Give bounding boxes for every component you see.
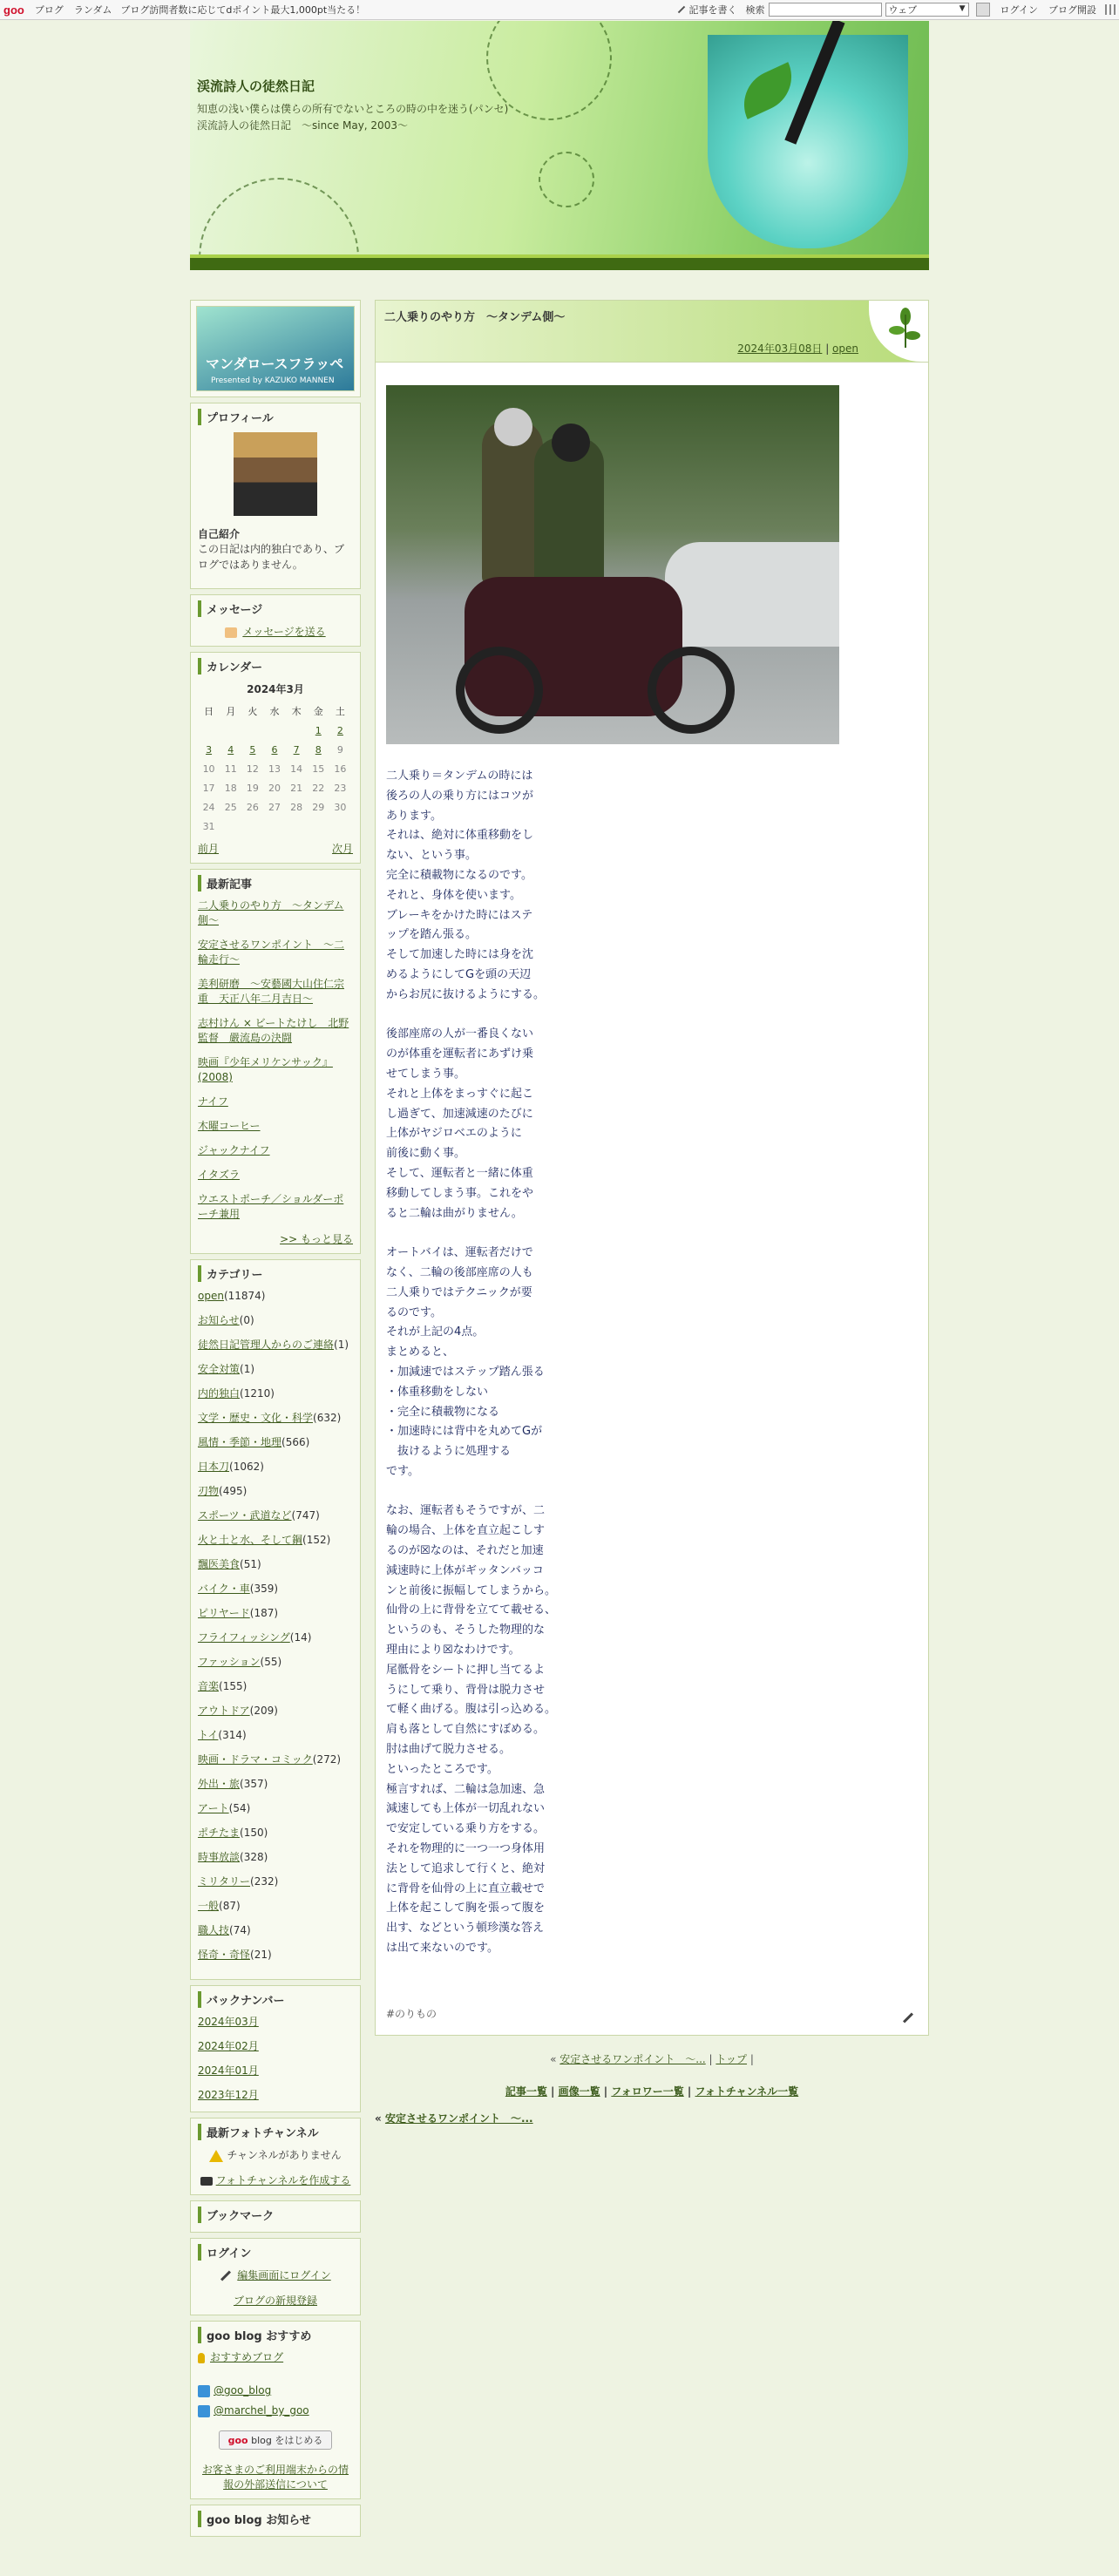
calendar-day: 17	[202, 782, 215, 794]
top-bar	[0, 0, 1119, 20]
category-count: (209)	[249, 1705, 278, 1717]
warning-icon	[209, 2150, 223, 2162]
category-count: (14)	[289, 1631, 312, 1644]
category-list	[198, 1289, 353, 1963]
recent-post-link[interactable]: ジャックナイフ	[198, 1144, 270, 1156]
topbar-promo-link[interactable]: ブログ訪問者数に応じてdポイント最大1,000pt当たる！	[120, 4, 366, 16]
backnumber-heading: バックナンバー	[198, 1991, 353, 2008]
category-item	[198, 1606, 353, 1621]
intro-text: この日記は内的独白であり、ブログではありません。	[198, 543, 345, 571]
category-item	[198, 1484, 353, 1499]
calendar-day: 22	[312, 782, 325, 794]
calendar-day: 15	[312, 763, 325, 775]
blog-post	[375, 300, 929, 2036]
login-box	[190, 2238, 361, 2315]
calendar-day: 29	[312, 801, 325, 813]
new-blog-link[interactable]: ブログの新規登録	[233, 2295, 317, 2307]
category-item	[198, 1508, 353, 1523]
category-link[interactable]: 飄医美食	[198, 1558, 241, 1570]
calendar-month: 2024年3月	[247, 683, 304, 695]
calendar-day: 19	[246, 782, 259, 794]
header-bottom-bar	[190, 258, 929, 270]
calendar-day: 13	[268, 763, 281, 775]
post-body	[376, 363, 928, 2035]
category-count: (55)	[260, 1656, 282, 1668]
pen-icon	[220, 2270, 231, 2281]
wheel-shape	[648, 647, 735, 734]
category-link[interactable]: ミリタリー	[198, 1875, 251, 1888]
category-count: (1210)	[240, 1387, 275, 1400]
bulb-icon	[198, 2353, 205, 2363]
weekday-label: 木	[291, 706, 302, 717]
category-count: (632)	[313, 1412, 342, 1424]
banner-box	[190, 300, 361, 397]
category-link[interactable]: ピリヤード	[198, 1607, 250, 1619]
car-shape	[665, 542, 839, 647]
post-text: 二人乗り＝タンデムの時には 後ろの人の乗り方にはコツが あります。 それは、絶対に体重移動をし ない、という事。 完全に積載物になるのです。 それと、身体を使います。 ブレーキをかけた時にはステ ップを踏ん張る。 そして加速した時には身を沈 めるようにしてGを頭の天辺 からお尻に抜けるようにする。 後部座席の人が一番良くない のが体重を運転者にあずけ乗 せてしまう事。 それと上体をまっすぐに起こ し過ぎて、加速減速のたびに 上体がヤジロベエのように 前後に動く事。 そして、運転者と一緒に体重 移動してしまう事。これをや ると二輪は曲がりません。 オートバイは、運転者だけで なく、二輪の後部座席の人も 二人乗りではテクニックが要 るのです。 それが上記の4点。 まとめると、 ・加減速ではステップ踏ん張る ・体重移動をしない ・完全に積載物になる ・加速時には背中を丸めてGが 抜けるように処理する です。 なお、運転者もそうですが、二 輪の場合、上体を直立起こしす るのが☒なのは、それだと加速 減速時に上体がギッタンバッコ ンと前後に振幅してしまうから。 仙骨の上に背骨を立てて載せる、 というのも、そうした物理的な 理由により☒なわけです。 尾骶骨をシートに押し当てるよ うにして乗り、背骨は脱力させ て軽く曲げる。腹は引っ込める。 肩も落として自然にすぼめる。 肘は曲げて脱力させる。 といったところです。 極言すれば、二輪は急加速、急 減速しても上体が一切乱れない で安定している乗り方をする。 それを物理的に一つ一つ身体用 法として追求して行くと、絶対 に背骨を仙骨の上に直立載せで 上体を起こして胸を張って腹を 出す、などという頓珍漢な答え は出て来ないのです。	[386, 769, 557, 1956]
calendar-day: 12	[246, 763, 259, 775]
post-meta: 2024年03月08日 | open	[737, 342, 858, 355]
search-scope-select[interactable]	[885, 3, 969, 17]
category-count: (11874)	[223, 1290, 266, 1302]
category-link[interactable]: 安全対策	[198, 1363, 241, 1375]
category-count: (272)	[312, 1753, 342, 1766]
category-item	[198, 1435, 353, 1450]
category-count: (152)	[302, 1534, 331, 1546]
topbar-random-link[interactable]: ランダム	[73, 4, 112, 16]
recent-post-link[interactable]: ウエストポーチ／ショルダーポーチ兼用	[198, 1193, 344, 1220]
categories-box	[190, 1259, 361, 1980]
twitter-marchel-link[interactable]: @marchel_by_goo	[214, 2404, 309, 2417]
image-list-link[interactable]: 画像一覧	[558, 2085, 600, 2098]
avatar	[234, 432, 317, 516]
calendar-day: 30	[334, 801, 347, 813]
category-item	[198, 1874, 353, 1889]
create-photo-channel-link[interactable]: フォトチャンネルを作成する	[215, 2174, 351, 2186]
top-link[interactable]: トップ	[715, 2052, 748, 2065]
prev-post-link[interactable]: 安定させるワンポイント ～...	[560, 2052, 706, 2065]
recent-post-link[interactable]: 安定させるワンポイント ～二輪走行～	[198, 939, 345, 966]
category-item	[198, 1728, 353, 1743]
category-link[interactable]: 怪奇・奇怪	[198, 1949, 251, 1961]
category-count: (74)	[229, 1924, 251, 1936]
category-link[interactable]: 日本刀	[198, 1461, 230, 1473]
sidebar	[190, 300, 361, 2542]
category-item	[198, 1850, 353, 1865]
calendar-day: 26	[246, 801, 259, 813]
post-nav: « 安定させるワンポイント ～... | トップ |	[550, 2052, 754, 2065]
archive-month-link[interactable]: 2024年03月	[198, 2016, 259, 2028]
calendar-day: 16	[334, 763, 347, 775]
category-count: (87)	[219, 1900, 241, 1912]
category-link[interactable]: 内的独白	[198, 1387, 241, 1400]
category-count: (357)	[240, 1778, 268, 1790]
calendar-day: 31	[202, 820, 215, 832]
category-link[interactable]: 職人技	[198, 1924, 230, 1936]
category-link[interactable]: トイ	[198, 1729, 219, 1741]
categories-heading: カテゴリー	[198, 1265, 353, 1282]
search-input[interactable]	[769, 3, 882, 17]
calendar-day-link[interactable]: 8	[315, 743, 322, 756]
category-item	[198, 1801, 353, 1816]
hashtag-link[interactable]: #のりもの	[386, 2007, 437, 2020]
category-link[interactable]: ファッション	[198, 1656, 261, 1668]
category-item	[198, 1948, 353, 1963]
category-count: (747)	[291, 1509, 320, 1522]
archive-month-link[interactable]: 2024年01月	[198, 2064, 259, 2077]
backnumber-box	[190, 1985, 361, 2112]
weekday-label: 日	[204, 706, 214, 717]
category-count: (155)	[219, 1680, 248, 1692]
calendar-table	[198, 702, 351, 836]
category-item	[198, 1923, 353, 1938]
category-link[interactable]: スポーツ・武道など	[198, 1509, 292, 1522]
calendar-day-link[interactable]: 4	[227, 743, 234, 756]
recent-post-link[interactable]: 木曜コーヒー	[198, 1120, 261, 1132]
calendar-day	[241, 740, 263, 759]
search-label: 検索	[745, 4, 765, 16]
category-count: (232)	[250, 1875, 279, 1888]
intro-label: 自己紹介	[198, 528, 241, 540]
category-item	[198, 1557, 353, 1572]
calendar-day	[220, 817, 241, 836]
profile-box	[190, 403, 361, 589]
post-category-link[interactable]: open	[832, 342, 858, 355]
post-date-link[interactable]: 2024年03月08日	[737, 342, 823, 355]
banner-title: マンダロースフラッペ	[206, 356, 344, 372]
category-item	[198, 1826, 353, 1840]
message-heading: メッセージ	[198, 600, 353, 617]
category-item	[198, 1386, 353, 1401]
calendar-box	[190, 652, 361, 864]
weekday-label: 土	[335, 706, 345, 717]
calendar-day	[286, 721, 308, 740]
category-item	[198, 1899, 353, 1914]
grid-menu-icon[interactable]	[1105, 4, 1116, 15]
calendar-day	[329, 721, 351, 740]
category-link[interactable]: フライフィッシング	[198, 1631, 290, 1644]
bookmark-box	[190, 2200, 361, 2233]
calendar-day: 25	[224, 801, 237, 813]
category-item	[198, 1630, 353, 1645]
category-link[interactable]: お知らせ	[198, 1314, 240, 1326]
calendar-day: 9	[336, 743, 343, 756]
category-link[interactable]: アート	[198, 1802, 229, 1814]
helmet-shape	[552, 424, 590, 462]
calendar-day: 28	[290, 801, 303, 813]
category-link[interactable]: 風情・季節・地理	[198, 1436, 282, 1448]
topbar-right	[677, 0, 1116, 19]
weekday-label: 月	[226, 706, 236, 717]
tandem-motorcycle-photo[interactable]	[386, 385, 839, 744]
category-item	[198, 1704, 353, 1718]
write-post-link[interactable]: 記事を書く	[688, 4, 737, 16]
calendar-day: 27	[268, 801, 281, 813]
calendar-day-link[interactable]: 1	[315, 724, 322, 736]
archive-month-link[interactable]: 2024年02月	[198, 2040, 259, 2052]
calendar-days	[198, 721, 351, 836]
calendar-day-link[interactable]: 6	[271, 743, 278, 756]
category-count: (359)	[249, 1583, 279, 1595]
news-heading: goo blog お知らせ	[198, 2511, 353, 2527]
chevron-down-icon: ▼	[959, 4, 966, 13]
prev-month-link[interactable]: 前月	[198, 843, 220, 855]
category-count: (1)	[334, 1339, 349, 1351]
calendar-heading: カレンダー	[198, 658, 353, 675]
category-item	[198, 1460, 353, 1474]
topbar-blog-link[interactable]: ブログ	[34, 4, 64, 16]
category-link[interactable]: 徒然日記管理人からのご連絡	[198, 1339, 335, 1351]
blog-start-link[interactable]: ブログ開設	[1048, 4, 1096, 16]
twitter-goo-blog-link[interactable]: @goo_blog	[214, 2384, 272, 2396]
category-count: (1062)	[229, 1461, 264, 1473]
login-link[interactable]: ログイン	[1000, 4, 1038, 16]
calendar-day	[263, 817, 285, 836]
calendar-day	[263, 721, 285, 740]
next-month-link[interactable]: 次月	[331, 843, 353, 855]
category-item	[198, 1289, 353, 1304]
list-nav: 記事一覧 | 画像一覧 | フォロワー一覧 | フォトチャンネル一覧	[505, 2085, 799, 2098]
goo-logo[interactable]: goo	[3, 3, 24, 17]
wheel-shape	[456, 647, 543, 734]
blog-description: 知恵の浅い僕らは僕らの所有でないところの時の中を迷う(パンセ) 渓流詩人の徒然日記 ～since May, 2003～	[197, 103, 519, 132]
recent-post-link[interactable]: イタズラ	[198, 1169, 241, 1181]
calendar-day: 18	[224, 782, 237, 794]
category-link[interactable]: アウトドア	[198, 1705, 250, 1717]
weekday-label: 火	[248, 706, 258, 717]
login-heading: ログイン	[198, 2244, 353, 2261]
recent-post-link[interactable]: 美利研磨 ～安藝國大山住仁宗重 天正八年二月吉日～	[198, 978, 345, 1005]
search-scope-value: ウェブ	[888, 4, 918, 16]
post-list-link[interactable]: 記事一覧	[505, 2085, 547, 2098]
recent-post-link[interactable]: ナイフ	[198, 1095, 228, 1108]
recent-post-link[interactable]: 二人乗りのやり方 ～タンデム側～	[198, 899, 344, 926]
category-link[interactable]: 文学・歴史・文化・科学	[198, 1412, 314, 1424]
category-link[interactable]: 音楽	[198, 1680, 220, 1692]
calendar-day	[198, 740, 220, 759]
category-item	[198, 1338, 353, 1352]
category-item	[198, 1411, 353, 1426]
photo-channel-list-link[interactable]: フォトチャンネル一覧	[695, 2085, 799, 2098]
category-count: (51)	[240, 1558, 261, 1570]
category-link[interactable]: 一般	[198, 1900, 220, 1912]
calendar-day-link[interactable]: 3	[206, 743, 213, 756]
recent-posts-box	[190, 869, 361, 1254]
category-count: (150)	[240, 1827, 268, 1839]
bookmark-heading: ブックマーク	[198, 2207, 353, 2223]
category-item	[198, 1679, 353, 1694]
start-blog-button-label: blog をはじめる	[251, 2435, 323, 2446]
category-count: (328)	[240, 1851, 268, 1863]
category-link[interactable]: open	[198, 1290, 224, 1302]
category-item	[198, 1313, 353, 1328]
more-posts-link[interactable]: >> もっと見る	[280, 1233, 353, 1245]
send-message-link[interactable]: メッセージを送る	[242, 626, 326, 638]
calendar-day: 24	[202, 801, 215, 813]
category-item	[198, 1362, 353, 1377]
category-link[interactable]: 外出・旅	[198, 1778, 241, 1790]
edit-login-link[interactable]: 編集画面にログイン	[237, 2269, 331, 2281]
calendar-day: 21	[290, 782, 303, 794]
category-item	[198, 1533, 353, 1548]
leaf-ornament-icon	[888, 306, 923, 349]
category-count: (1)	[240, 1363, 255, 1375]
message-box	[190, 594, 361, 647]
recent-post-link[interactable]: 志村けん × ビートたけし 北野監督 嚴流島の決闘	[198, 1017, 349, 1044]
category-link[interactable]: ポチたま	[198, 1827, 241, 1839]
twitter-icon	[198, 2405, 210, 2417]
prev-post-link-bottom[interactable]: 安定させるワンポイント ～...	[384, 2112, 533, 2125]
recent-post-link[interactable]: 映画『少年メリケンサック』(2008)	[198, 1056, 333, 1083]
blog-header	[190, 21, 929, 270]
category-item	[198, 1777, 353, 1792]
calendar-day: 23	[334, 782, 347, 794]
no-channel-text: チャンネルがありません	[227, 2149, 342, 2161]
category-count: (21)	[250, 1949, 272, 1961]
category-count: (566)	[281, 1436, 310, 1448]
weekday-label: 金	[313, 706, 323, 717]
category-link[interactable]: 火と土と水、そして鋼	[198, 1534, 303, 1546]
calendar-day	[263, 740, 285, 759]
recent-posts-heading: 最新記事	[198, 875, 353, 891]
calendar-day: 20	[268, 782, 281, 794]
blog-title[interactable]: 渓流詩人の徒然日記	[197, 78, 315, 94]
post-title: 二人乗りのやり方 ～タンデム側～	[384, 311, 566, 324]
recommend-heading: goo blog おすすめ	[198, 2327, 353, 2343]
category-count: (54)	[228, 1802, 251, 1814]
calendar-day-link[interactable]: 2	[336, 724, 343, 736]
news-box	[190, 2505, 361, 2537]
weekday-label: 水	[269, 706, 280, 717]
bottom-post-nav: « 安定させるワンポイント ～...	[375, 2112, 533, 2125]
calendar-day-link[interactable]: 7	[293, 743, 300, 756]
profile-heading: プロフィール	[198, 409, 353, 425]
mail-icon	[225, 627, 237, 638]
calendar-day	[198, 721, 220, 740]
ornament-decoration	[539, 152, 594, 207]
camera-icon	[200, 2177, 213, 2186]
theme-banner[interactable]	[196, 306, 355, 391]
calendar-day	[286, 740, 308, 759]
category-count: (495)	[219, 1485, 248, 1497]
calendar-day	[329, 817, 351, 836]
category-link[interactable]: 刃物	[198, 1485, 220, 1497]
calendar-day	[241, 721, 263, 740]
category-count: (187)	[249, 1607, 279, 1619]
goo-logo-small: goo	[227, 2435, 248, 2446]
category-item	[198, 1752, 353, 1767]
banner-subtitle: Presented by KAZUKO MANNEN	[211, 376, 335, 385]
pencil-icon	[677, 6, 684, 13]
category-count: (0)	[239, 1314, 254, 1326]
calendar-day	[286, 817, 308, 836]
helmet-shape	[494, 408, 532, 446]
category-link[interactable]: 映画・ドラマ・コミック	[198, 1753, 313, 1766]
header-corner	[869, 301, 928, 362]
category-item	[198, 1655, 353, 1670]
archive-month-link[interactable]: 2023年12月	[198, 2089, 259, 2101]
category-link[interactable]: バイク・車	[198, 1583, 250, 1595]
frappe-glass-image	[708, 35, 908, 248]
post-header	[376, 301, 928, 363]
calendar-day	[308, 817, 329, 836]
calendar-day: 14	[290, 763, 303, 775]
recommend-blog-link[interactable]: おすすめブログ	[210, 2351, 284, 2363]
search-button[interactable]	[976, 3, 990, 17]
category-count: (314)	[218, 1729, 247, 1741]
twitter-icon	[198, 2385, 210, 2397]
recommend-box	[190, 2321, 361, 2499]
category-item	[198, 1582, 353, 1596]
calendar-day-link[interactable]: 5	[249, 743, 256, 756]
category-link[interactable]: 時事放談	[198, 1851, 241, 1863]
calendar-day	[220, 740, 241, 759]
calendar-day	[241, 817, 263, 836]
main-content	[375, 300, 929, 2125]
calendar-day	[220, 721, 241, 740]
calendar-day	[308, 740, 329, 759]
calendar-day: 10	[202, 763, 215, 775]
follower-list-link[interactable]: フォロワー一覧	[611, 2085, 684, 2098]
external-transmission-link[interactable]: お客さまのご利用端末からの情報の外部送信について	[201, 2464, 349, 2491]
start-blog-button[interactable]	[219, 2430, 333, 2450]
photo-channel-heading: 最新フォトチャンネル	[198, 2124, 353, 2140]
photo-channel-box	[190, 2118, 361, 2195]
calendar-day	[308, 721, 329, 740]
calendar-day: 11	[224, 763, 237, 775]
